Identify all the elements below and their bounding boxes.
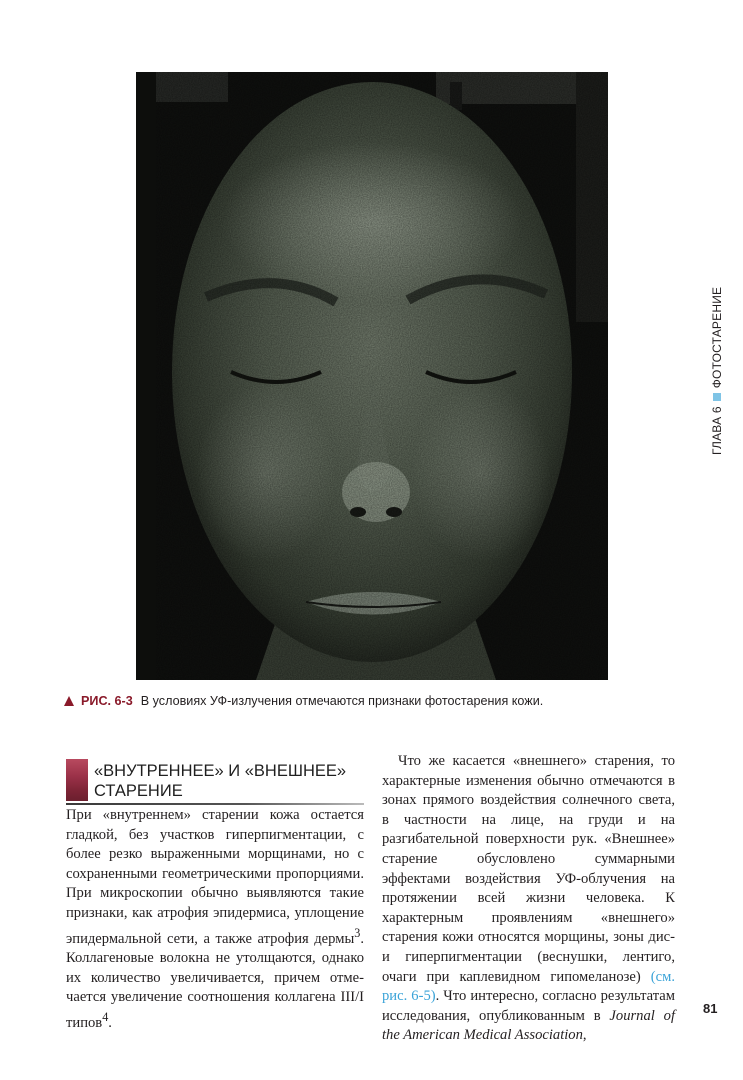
chapter-number: ГЛАВА 6: [710, 406, 724, 455]
left-column: [66, 806, 364, 1033]
section-heading: [94, 761, 346, 801]
chapter-title: ФОТОСТАРЕНИЕ: [710, 286, 724, 389]
section-heading-accent-bar: [66, 759, 88, 801]
chapter-side-tab: [710, 287, 724, 455]
footnote-ref-4: 4: [102, 1009, 109, 1024]
figure-cross-reference-link[interactable]: (см. рис. 6-5): [382, 968, 675, 1005]
left-text-end: .: [108, 1014, 112, 1031]
uv-face-image: [136, 72, 608, 680]
square-bullet-icon: [713, 393, 721, 401]
right-column: [382, 752, 675, 1046]
page-number: 81: [703, 1001, 718, 1016]
section-heading-line-1: «ВНУТРЕННЕЕ» И «ВНЕШНЕЕ»: [94, 762, 347, 780]
figure-caption-text: В условиях УФ-излучения отмечаются признаки фотостарения кожи.: [140, 694, 544, 708]
figure-label: РИС. 6-3: [81, 694, 133, 708]
left-paragraph: [66, 806, 364, 1033]
section-heading-line-2: СТАРЕНИЕ: [94, 782, 183, 800]
right-text-end: ,: [582, 1027, 587, 1044]
footnote-ref-3: 3: [354, 925, 361, 940]
left-text-2: . Коллагеновые волокна не утолщаются, однако их количество увеличивается, причем отмечается увеличение соотношения коллагена III/I типов: [66, 930, 364, 1031]
section-heading-underline: [66, 803, 364, 805]
triangle-marker-icon: [64, 696, 74, 706]
right-text-1: Что же касается «внешнего» старения, то характерные изменения обычно отмечаются в зонах прямого воздействия солнечного света, в частности на лице, на груди и на разгибательной поверхности рук. «Внешнее» старение обусловлено суммарными эффектами воздействия УФ-облучения на протяжении всей жизни человека. К характерным проявлениям «внешнего» старения кожи относятся морщины, зоны дис- и гиперпигментации (веснушки, лентиго, очаги при каплевидном гипомеланозе): [382, 753, 675, 985]
figure-photo-uv-face: [136, 72, 608, 680]
journal-title: Journal of the American Medical Association: [382, 1007, 675, 1044]
figure-caption: [64, 693, 684, 709]
left-text-1: При «внутреннем» старении кожа остается гладкой, без участков гиперпигментации, с более резко выраженными морщинами, но с сохраненными геометрическими пропорциями. При микроскопии обычно выявляются такие признаки, как атрофия эпидермиса, уплощение эпидермальной сети, а также атрофия дермы: [66, 807, 364, 947]
right-text-2: . Что интересно, согласно результатам исследования, опубликованным в: [382, 988, 675, 1024]
right-paragraph: [382, 752, 675, 1046]
